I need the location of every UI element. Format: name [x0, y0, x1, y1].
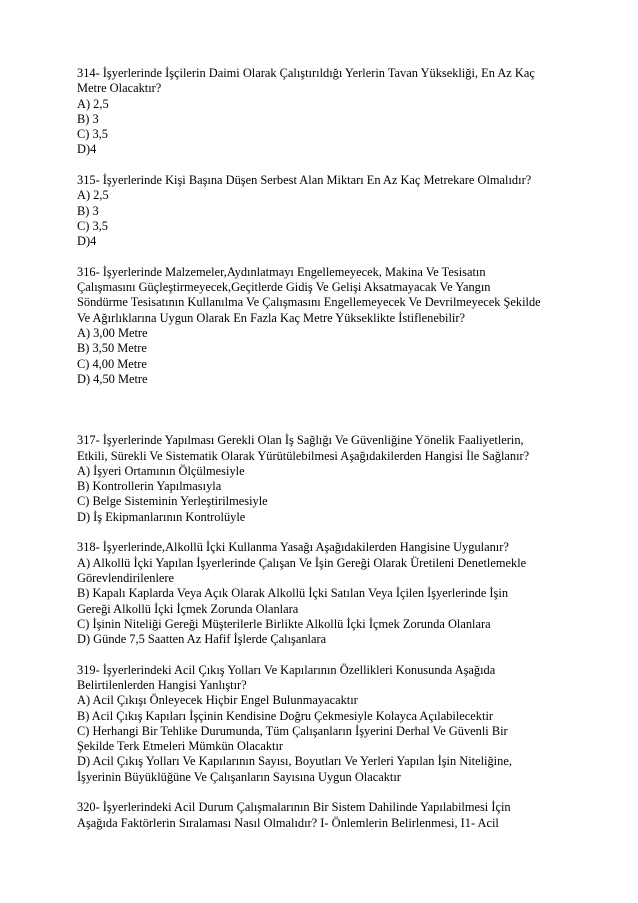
question-text: 314- İşyerlerinde İşçilerin Daimi Olarak Çalıştırıldığı Yerlerin Tavan Yüksekliği, En Az Kaç	[77, 66, 535, 80]
answer-option-d: D)4	[77, 142, 97, 157]
answer-option-d: İşyerinin Büyüklüğüne Ve Çalışanların Sayısına Uygun Olacaktır	[77, 769, 401, 784]
spacer	[77, 387, 577, 433]
question-text: 319- İşyerlerindeki Acil Çıkış Yolları Ve Kapılarının Özellikleri Konusunda Aşağıda	[77, 662, 496, 677]
answer-option-b: B) 3	[77, 111, 99, 126]
answer-option-a: A) Acil Çıkışı Önleyecek Hiçbir Engel Bulunmayacaktır	[77, 693, 358, 708]
question-text: 315- İşyerlerinde Kişi Başına Düşen Serbest Alan Miktarı En Az Kaç Metrekare Olmalıdır?	[77, 173, 532, 188]
question-315	[77, 173, 577, 249]
spacer	[77, 250, 577, 265]
answer-option-d: D) Acil Çıkış Yolları Ve Kapılarının Sayısı, Boyutları Ve Yerleri Yapılan İşin Niteliğine,	[77, 754, 512, 769]
question-318	[77, 540, 577, 647]
answer-option-b: B) Acil Çıkış Kapıları İşçinin Kendisine Doğru Çekmesiyle Kolayca Açılabilecektir	[77, 708, 494, 723]
answer-option-a: A) 3,00 Metre	[77, 326, 148, 341]
question-text: Ve Ağırlıklarına Uygun Olarak En Fazla Kaç Metre Yükseklikte İstiflenebilir?	[77, 310, 465, 325]
spacer	[77, 647, 577, 662]
answer-option-c: C) Belge Sisteminin Yerleştirilmesiyle	[77, 494, 268, 509]
answer-option-c: C) İşinin Niteliği Gereği Müşterilerle Birlikte Alkollü İçki İçmek Zorunda Olanlara	[77, 616, 491, 631]
question-text: 320- İşyerlerindeki Acil Durum Çalışmalarının Bir Sistem Dahilinde Yapılabilmesi İçin	[77, 800, 511, 815]
answer-option-a: A) 2,5	[77, 188, 109, 203]
answer-option-b: B) Kontrollerin Yapılmasıyla	[77, 479, 222, 494]
spacer	[77, 785, 577, 800]
answer-option-c: C) 3,5	[77, 127, 108, 142]
question-text: Etkili, Sürekli Ve Sistematik Olarak Yürütülebilmesi Aşağıdakilerden Hangisi İle Sağlanır?	[77, 448, 530, 463]
question-text: Belirtilenlerden Hangisi Yanlıştır?	[77, 677, 247, 692]
answer-option-c: C) Herhangi Bir Tehlike Durumunda, Tüm Çalışanların İşyerini Derhal Ve Güvenli Bir	[77, 723, 508, 738]
question-text: Metre Olacaktır?	[77, 81, 162, 96]
spacer	[77, 525, 577, 540]
answer-option-d: D) 4,50 Metre	[77, 371, 148, 386]
answer-option-c: C) 4,00 Metre	[77, 356, 147, 371]
answer-option-b: B) 3,50 Metre	[77, 341, 147, 356]
question-314	[77, 66, 577, 158]
answer-option-b: Gereği Alkollü İçki İçmek Zorunda Olanlara	[77, 601, 299, 616]
question-text: Çalışmasını Güçleştirmeyecek,Geçitlerde Gidiş Ve Gelişi Aksatmayacak Ve Yangın	[77, 280, 491, 295]
question-text: 316- İşyerlerinde Malzemeler,Aydınlatmayı Engellemeyecek, Makina Ve Tesisatın	[77, 264, 486, 279]
answer-option-a: A) 2,5	[77, 96, 109, 111]
question-text: 318- İşyerlerinde,Alkollü İçki Kullanma Yasağı Aşağıdakilerden Hangisine Uygulanır?	[77, 540, 509, 555]
answer-option-d: D)4	[77, 234, 97, 249]
question-text: Söndürme Tesisatının Kullanılma Ve Çalışmasını Engellemeyecek Ve Devrilmeyecek Şekilde	[77, 295, 541, 310]
question-319	[77, 663, 577, 785]
answer-option-d: D) Günde 7,5 Saatten Az Hafif İşlerde Çalışanlara	[77, 632, 327, 647]
question-320	[77, 800, 577, 831]
document-page	[77, 66, 577, 831]
answer-option-a: A) Alkollü İçki Yapılan İşyerlerinde Çalışan Ve İşin Gereği Olarak Üretileni Denetlemekle	[77, 555, 527, 570]
question-text: 317- İşyerlerinde Yapılması Gerekli Olan İş Sağlığı Ve Güvenliğine Yönelik Faaliyetlerin,	[77, 433, 524, 448]
answer-option-a: A) İşyeri Ortamının Ölçülmesiyle	[77, 463, 245, 478]
answer-option-a: Görevlendirilenlere	[77, 570, 175, 585]
answer-option-c: Şekilde Terk Etmeleri Mümkün Olacaktır	[77, 739, 284, 754]
answer-option-c: C) 3,5	[77, 218, 108, 233]
answer-option-b: B) Kapalı Kaplarda Veya Açık Olarak Alkollü İçki Satılan Veya İçilen İşyerlerinde İşin	[77, 586, 509, 601]
answer-option-b: B) 3	[77, 203, 99, 218]
question-317	[77, 433, 577, 525]
spacer	[77, 158, 577, 173]
question-text: Aşağıda Faktörlerin Sıralaması Nasıl Olmalıdır? I- Önlemlerin Belirlenmesi, I1- Acil	[77, 815, 499, 830]
question-316	[77, 265, 577, 387]
answer-option-d: D) İş Ekipmanlarının Kontrolüyle	[77, 509, 246, 524]
